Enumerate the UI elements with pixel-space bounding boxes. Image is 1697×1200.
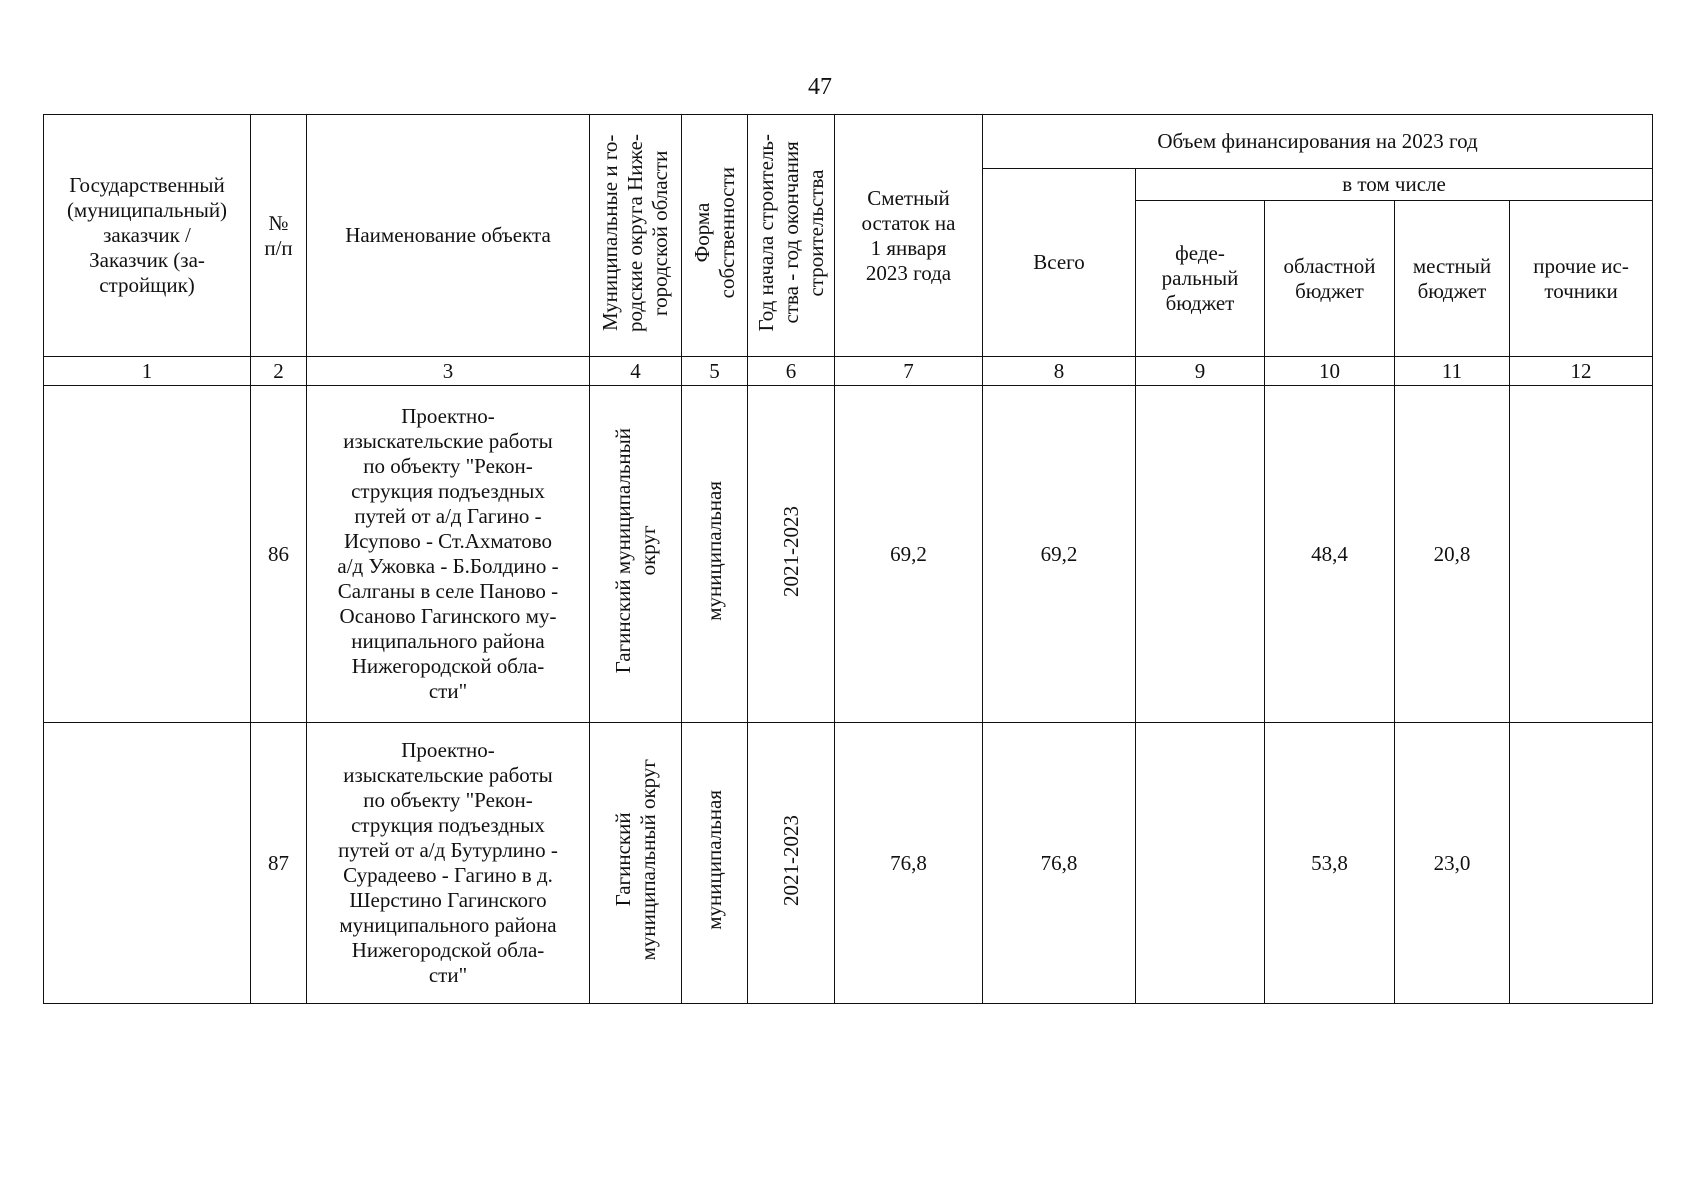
column-number: 11 — [1395, 357, 1510, 386]
table-row — [44, 723, 1653, 1004]
row-federal — [1136, 723, 1265, 1004]
column-number: 2 — [251, 357, 307, 386]
header-total: Всего — [983, 169, 1136, 357]
header-estimate: Сметный остаток на 1 января 2023 года — [835, 115, 983, 357]
page-number: 47 — [808, 74, 832, 100]
column-number: 1 — [44, 357, 251, 386]
header-ownership: Форма собственности — [682, 115, 748, 357]
header-local: местный бюджет — [1395, 201, 1510, 357]
row-object-name: Проектно- изыскательские работы по объекту "Рекон- струкция подъездных путей от а/д Бутурлино - Сурадеево - Гагино в д. Шерстино Гагинского муниципального района Нижегородской обла- сти" — [307, 723, 590, 1004]
row-regional: 53,8 — [1265, 723, 1395, 1004]
row-district: Гагинский муниципальный округ — [590, 723, 682, 1004]
column-number: 10 — [1265, 357, 1395, 386]
column-number: 8 — [983, 357, 1136, 386]
row-object-name: Проектно- изыскательские работы по объекту "Рекон- струкция подъездных путей от а/д Гагино - Исупово - Ст.Ахматово а/д Ужовка - Б.Болдино - Салганы в селе Паново - Осаново Гагинского му- ниципального района Нижегородской обла- сти" — [307, 386, 590, 723]
column-number: 3 — [307, 357, 590, 386]
row-num: 87 — [251, 723, 307, 1004]
row-district: Гагинский муниципальный округ — [590, 386, 682, 723]
header-customer: Государственный (муниципальный) заказчик / Заказчик (за- стройщик) — [44, 115, 251, 357]
header-num: № п/п — [251, 115, 307, 357]
header-row-1 — [44, 115, 1653, 169]
row-total: 69,2 — [983, 386, 1136, 723]
financing-table — [43, 114, 1653, 1004]
row-years: 2021-2023 — [748, 723, 835, 1004]
row-customer — [44, 386, 251, 723]
row-total: 76,8 — [983, 723, 1136, 1004]
row-estimate: 76,8 — [835, 723, 983, 1004]
row-local: 23,0 — [1395, 723, 1510, 1004]
row-estimate: 69,2 — [835, 386, 983, 723]
row-federal — [1136, 386, 1265, 723]
row-years: 2021-2023 — [748, 386, 835, 723]
row-regional: 48,4 — [1265, 386, 1395, 723]
row-other — [1510, 386, 1653, 723]
header-regional: областной бюджет — [1265, 201, 1395, 357]
row-other — [1510, 723, 1653, 1004]
row-ownership: муниципальная — [682, 386, 748, 723]
column-number: 12 — [1510, 357, 1653, 386]
header-districts: Муниципальные и го- родские округа Ниже- городской области — [590, 115, 682, 357]
header-including: в том числе — [1136, 169, 1653, 201]
column-number: 4 — [590, 357, 682, 386]
header-years: Год начала строитель- ства - год окончания строительства — [748, 115, 835, 357]
row-num: 86 — [251, 386, 307, 723]
row-ownership: муниципальная — [682, 723, 748, 1004]
column-number: 5 — [682, 357, 748, 386]
header-other: прочие ис- точники — [1510, 201, 1653, 357]
header-federal: феде- ральный бюджет — [1136, 201, 1265, 357]
header-financing: Объем финансирования на 2023 год — [983, 115, 1653, 169]
column-number: 6 — [748, 357, 835, 386]
row-customer — [44, 723, 251, 1004]
column-number: 7 — [835, 357, 983, 386]
column-number: 9 — [1136, 357, 1265, 386]
row-local: 20,8 — [1395, 386, 1510, 723]
column-numbers-row — [44, 357, 1653, 386]
table-row — [44, 386, 1653, 723]
header-object-name: Наименование объекта — [307, 115, 590, 357]
